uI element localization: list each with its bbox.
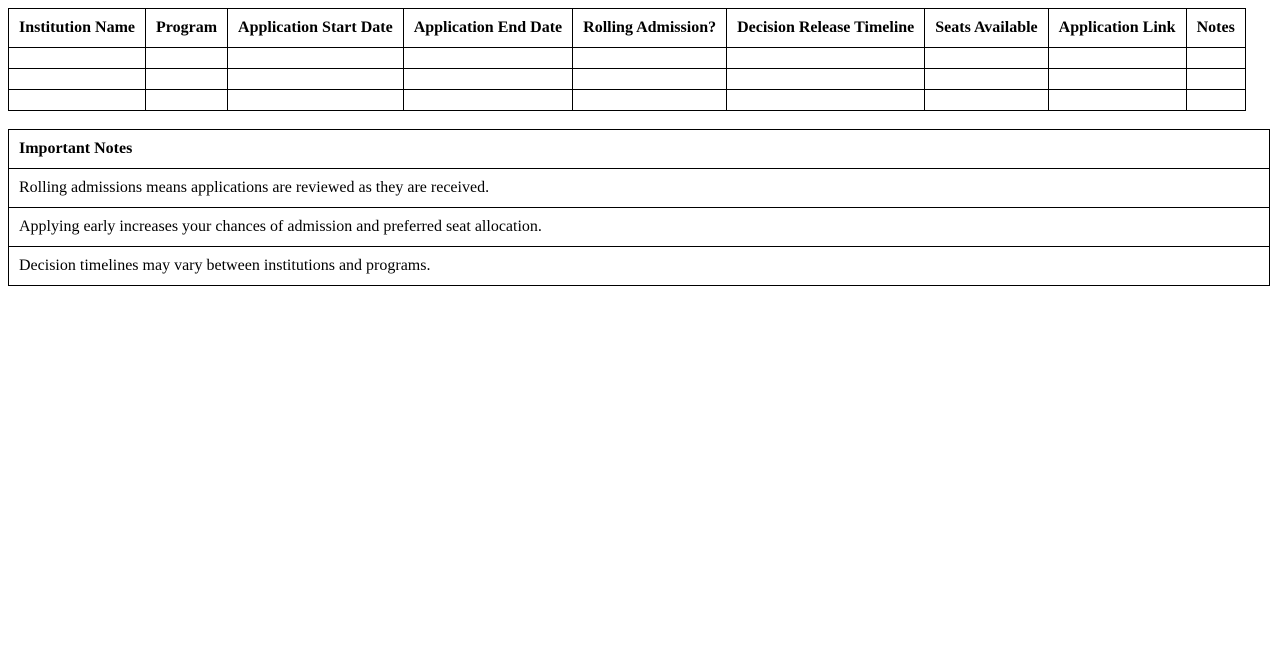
table-cell xyxy=(925,69,1048,90)
header-program: Program xyxy=(146,9,228,48)
table-cell xyxy=(727,48,925,69)
table-cell xyxy=(1048,69,1186,90)
table-cell xyxy=(573,48,727,69)
table-cell xyxy=(727,69,925,90)
notes-title: Important Notes xyxy=(9,130,1270,169)
table-cell xyxy=(228,69,404,90)
table-header-row xyxy=(9,9,1246,48)
table-cell xyxy=(403,90,572,111)
table-cell xyxy=(1186,69,1245,90)
table-cell xyxy=(9,48,146,69)
header-institution-name: Institution Name xyxy=(9,9,146,48)
table-cell xyxy=(573,90,727,111)
list-item xyxy=(9,247,1270,286)
table-cell xyxy=(573,69,727,90)
table-cell xyxy=(727,90,925,111)
table-row xyxy=(9,90,1246,111)
table-row xyxy=(9,69,1246,90)
table-cell xyxy=(9,90,146,111)
list-item xyxy=(9,169,1270,208)
table-cell xyxy=(228,90,404,111)
table-cell xyxy=(925,90,1048,111)
table-cell xyxy=(9,69,146,90)
note-text: Decision timelines may vary between institutions and programs. xyxy=(9,247,1270,286)
header-application-start-date: Application Start Date xyxy=(228,9,404,48)
header-application-end-date: Application End Date xyxy=(403,9,572,48)
table-cell xyxy=(1048,90,1186,111)
header-rolling-admission: Rolling Admission? xyxy=(573,9,727,48)
table-cell xyxy=(146,48,228,69)
header-notes: Notes xyxy=(1186,9,1245,48)
table-cell xyxy=(1186,90,1245,111)
table-cell xyxy=(1186,48,1245,69)
notes-header-row xyxy=(9,130,1270,169)
table-row xyxy=(9,48,1246,69)
table-cell xyxy=(925,48,1048,69)
list-item xyxy=(9,208,1270,247)
header-application-link: Application Link xyxy=(1048,9,1186,48)
table-cell xyxy=(228,48,404,69)
table-cell xyxy=(403,48,572,69)
table-cell xyxy=(146,69,228,90)
admissions-table xyxy=(8,8,1246,111)
table-cell xyxy=(403,69,572,90)
table-cell xyxy=(146,90,228,111)
important-notes-table xyxy=(8,129,1270,286)
table-cell xyxy=(1048,48,1186,69)
header-decision-release-timeline: Decision Release Timeline xyxy=(727,9,925,48)
note-text: Applying early increases your chances of admission and preferred seat allocation. xyxy=(9,208,1270,247)
header-seats-available: Seats Available xyxy=(925,9,1048,48)
note-text: Rolling admissions means applications are reviewed as they are received. xyxy=(9,169,1270,208)
